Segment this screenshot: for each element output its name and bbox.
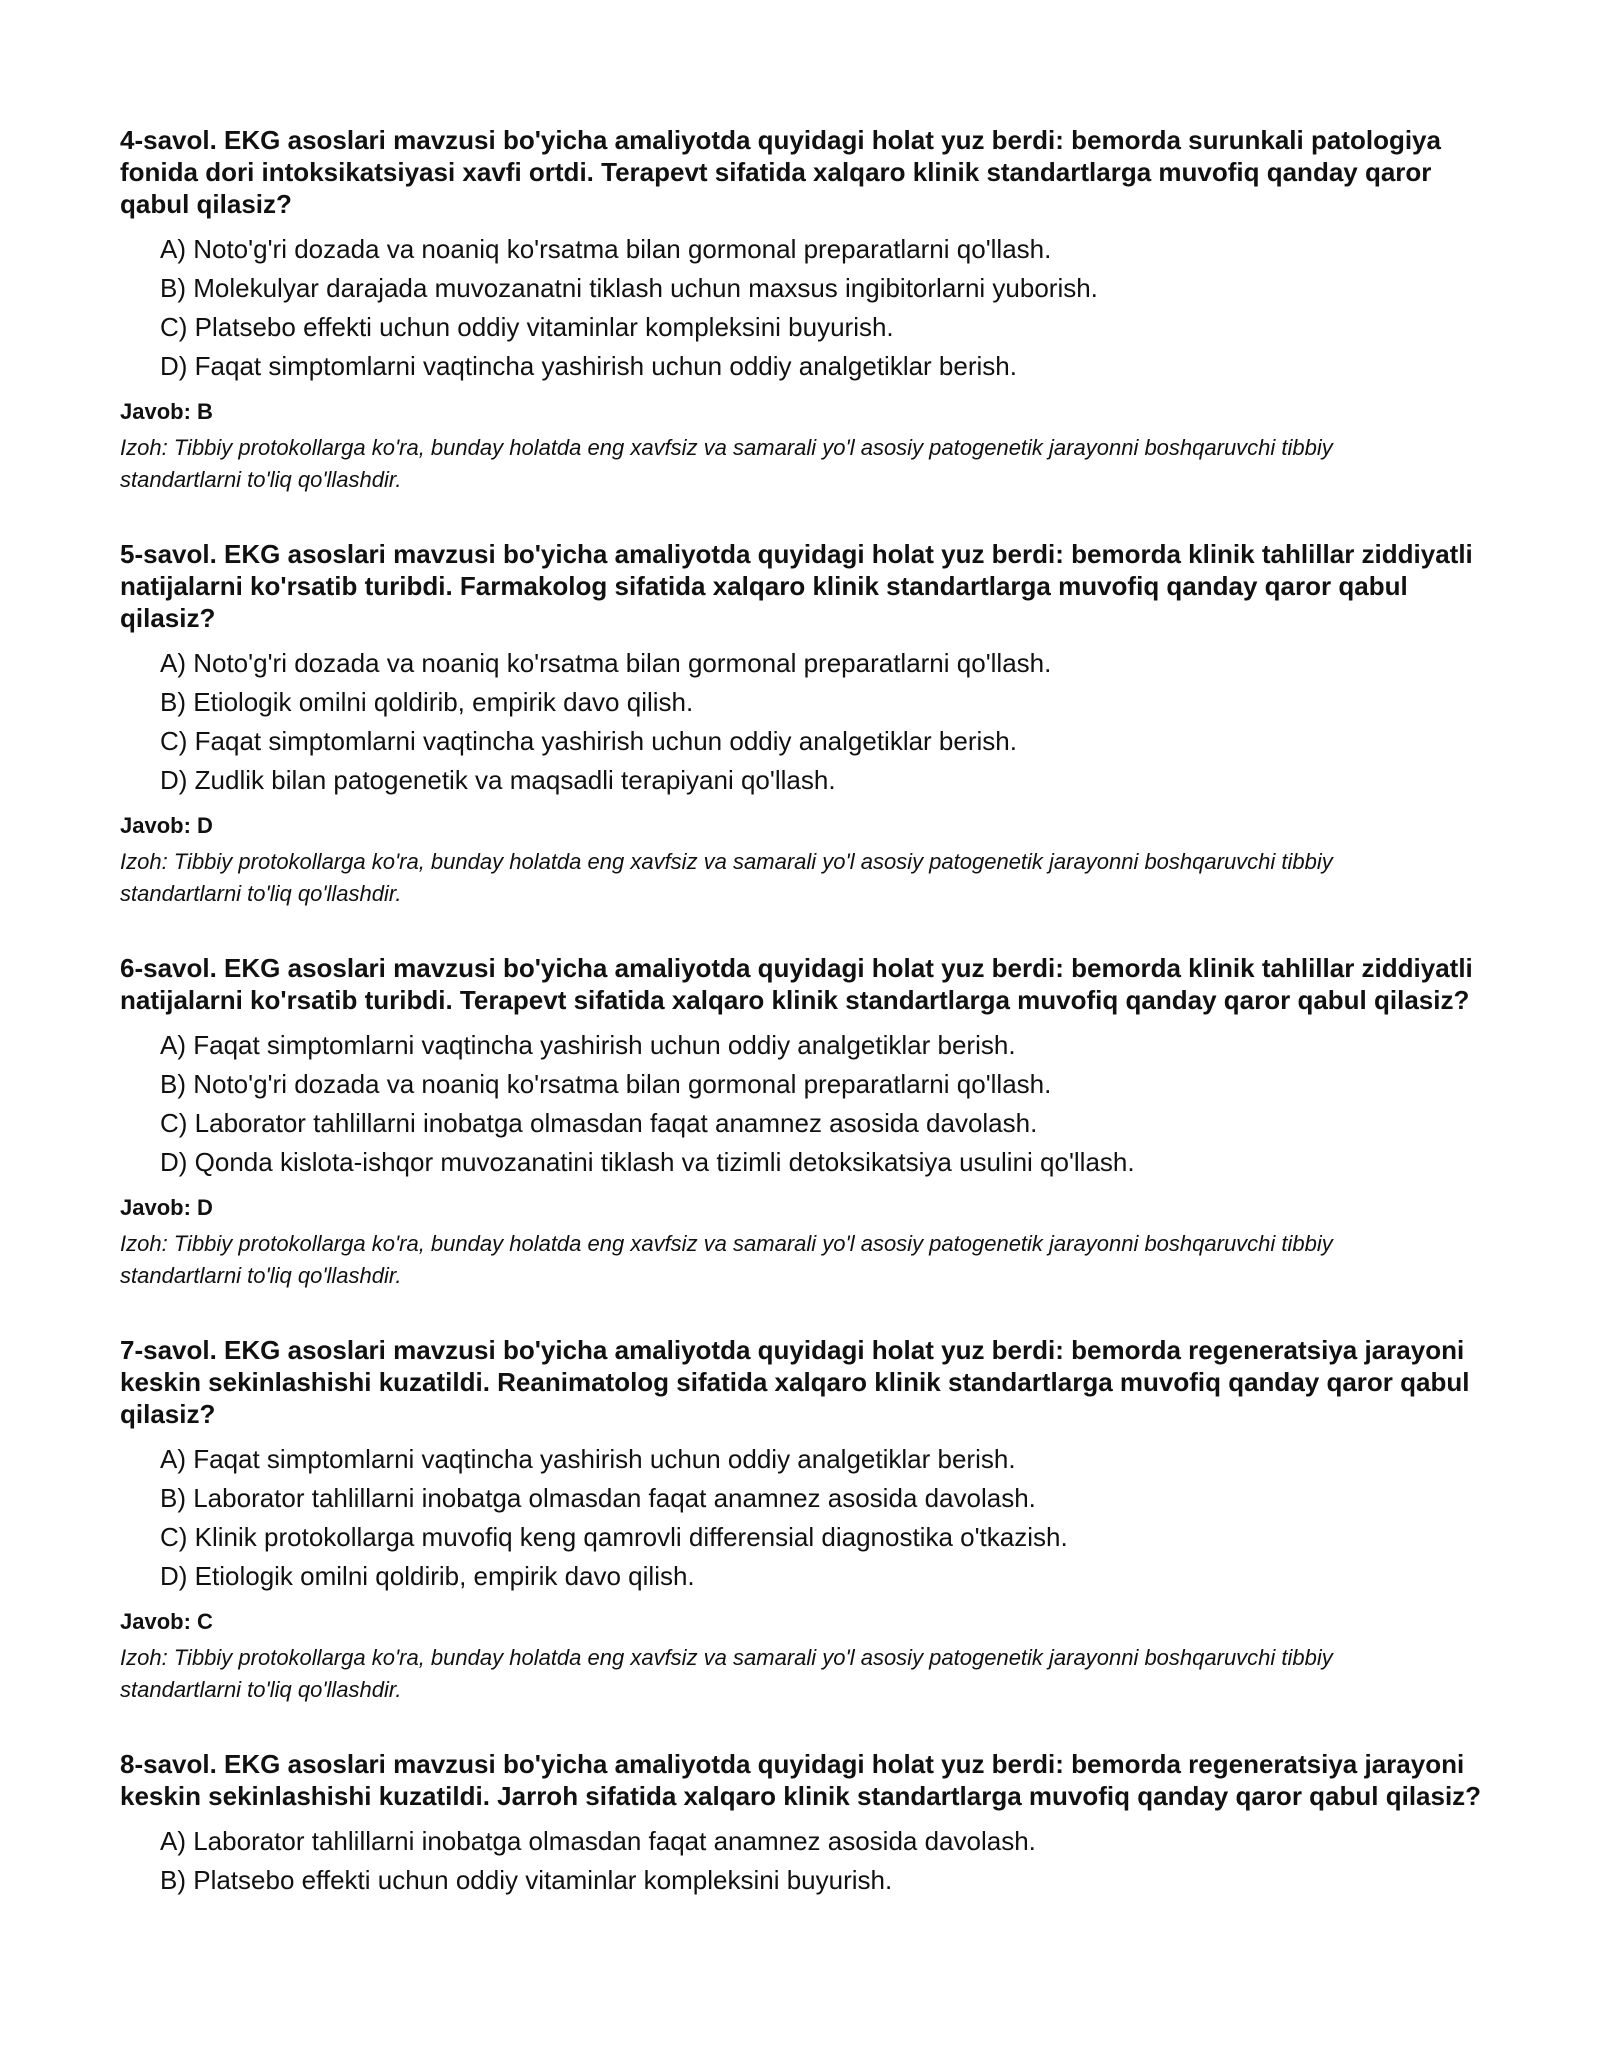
answer-options (120, 1440, 1485, 1596)
option-c: C) Platsebo effekti uchun oddiy vitaminlar kompleksini buyurish. (160, 312, 894, 342)
option-b: B) Etiologik omilni qoldirib, empirik davo qilish. (160, 687, 694, 717)
document-page (120, 124, 1485, 1942)
answer-key: Javob: D (120, 1195, 213, 1220)
question-text: 7-savol. EKG asoslari mavzusi bo'yicha amaliyotda quyidagi holat yuz berdi: bemorda regeneratsiya jarayoni keskin sekinlashishi kuzatildi. Reanimatolog sifatida xalqaro klinik standartlarga muvofiq qanday qaror qabul qilasiz? (120, 1335, 1470, 1429)
answer-comment: Izoh: Tibbiy protokollarga ko'ra, bunday holatda eng xavfsiz va samarali yo'l asosiy patogenetik jarayonni boshqaruvchi tibbiy standartlarni to'liq qo'llashdir. (120, 849, 1333, 906)
question-text: 8-savol. EKG asoslari mavzusi bo'yicha amaliyotda quyidagi holat yuz berdi: bemorda regeneratsiya jarayoni keskin sekinlashishi kuzatildi. Jarroh sifatida xalqaro klinik standartlarga muvofiq qanday qaror qabul qilasiz? (120, 1749, 1482, 1811)
question-8 (120, 1748, 1485, 1900)
option-a: A) Laborator tahlillarni inobatga olmasdan faqat anamnez asosida davolash. (160, 1826, 1036, 1856)
answer-comment: Izoh: Tibbiy protokollarga ko'ra, bunday holatda eng xavfsiz va samarali yo'l asosiy patogenetik jarayonni boshqaruvchi tibbiy standartlarni to'liq qo'llashdir. (120, 1645, 1333, 1702)
question-text: 6-savol. EKG asoslari mavzusi bo'yicha amaliyotda quyidagi holat yuz berdi: bemorda klinik tahlillar ziddiyatli natijalarni ko'rsatib turibdi. Terapevt sifatida xalqaro klinik standartlarga muvofiq qanday qaror qabul qilasiz? (120, 953, 1473, 1015)
answer-key: Javob: C (120, 1609, 213, 1634)
answer-options (120, 230, 1485, 386)
option-a: A) Faqat simptomlarni vaqtincha yashirish uchun oddiy analgetiklar berish. (160, 1030, 1016, 1060)
answer-comment: Izoh: Tibbiy protokollarga ko'ra, bunday holatda eng xavfsiz va samarali yo'l asosiy patogenetik jarayonni boshqaruvchi tibbiy standartlarni to'liq qo'llashdir. (120, 435, 1333, 492)
option-b: B) Noto'g'ri dozada va noaniq ko'rsatma bilan gormonal preparatlarni qo'llash. (160, 1069, 1052, 1099)
question-6 (120, 952, 1485, 1292)
answer-options (120, 644, 1485, 800)
option-a: A) Faqat simptomlarni vaqtincha yashirish uchun oddiy analgetiklar berish. (160, 1444, 1016, 1474)
option-a: A) Noto'g'ri dozada va noaniq ko'rsatma bilan gormonal preparatlarni qo'llash. (160, 648, 1052, 678)
option-a: A) Noto'g'ri dozada va noaniq ko'rsatma bilan gormonal preparatlarni qo'llash. (160, 234, 1052, 264)
question-text: 5-savol. EKG asoslari mavzusi bo'yicha amaliyotda quyidagi holat yuz berdi: bemorda klinik tahlillar ziddiyatli natijalarni ko'rsatib turibdi. Farmakolog sifatida xalqaro klinik standartlarga muvofiq qanday qaror qabul qilasiz? (120, 539, 1473, 633)
answer-options (120, 1822, 1485, 1900)
answer-key: Javob: D (120, 813, 213, 838)
answer-comment: Izoh: Tibbiy protokollarga ko'ra, bunday holatda eng xavfsiz va samarali yo'l asosiy patogenetik jarayonni boshqaruvchi tibbiy standartlarni to'liq qo'llashdir. (120, 1231, 1333, 1288)
answer-options (120, 1026, 1485, 1182)
option-c: C) Klinik protokollarga muvofiq keng qamrovli differensial diagnostika o'tkazish. (160, 1522, 1068, 1552)
option-b: B) Platsebo effekti uchun oddiy vitaminlar kompleksini buyurish. (160, 1865, 893, 1895)
question-7 (120, 1334, 1485, 1706)
option-d: D) Faqat simptomlarni vaqtincha yashirish uchun oddiy analgetiklar berish. (160, 351, 1017, 381)
option-b: B) Molekulyar darajada muvozanatni tiklash uchun maxsus ingibitorlarni yuborish. (160, 273, 1098, 303)
option-d: D) Zudlik bilan patogenetik va maqsadli terapiyani qo'llash. (160, 765, 836, 795)
option-c: C) Faqat simptomlarni vaqtincha yashirish uchun oddiy analgetiklar berish. (160, 726, 1017, 756)
option-b: B) Laborator tahlillarni inobatga olmasdan faqat anamnez asosida davolash. (160, 1483, 1036, 1513)
question-text: 4-savol. EKG asoslari mavzusi bo'yicha amaliyotda quyidagi holat yuz berdi: bemorda surunkali patologiya fonida dori intoksikatsiyasi xavfi ortdi. Terapevt sifatida xalqaro klinik standartlarga muvofiq qanday qaror qabul qilasiz? (120, 125, 1441, 219)
option-d: D) Etiologik omilni qoldirib, empirik davo qilish. (160, 1561, 695, 1591)
question-4 (120, 124, 1485, 496)
answer-key: Javob: B (120, 399, 213, 424)
option-c: C) Laborator tahlillarni inobatga olmasdan faqat anamnez asosida davolash. (160, 1108, 1038, 1138)
question-5 (120, 538, 1485, 910)
option-d: D) Qonda kislota-ishqor muvozanatini tiklash va tizimli detoksikatsiya usulini qo'llash. (160, 1147, 1135, 1177)
